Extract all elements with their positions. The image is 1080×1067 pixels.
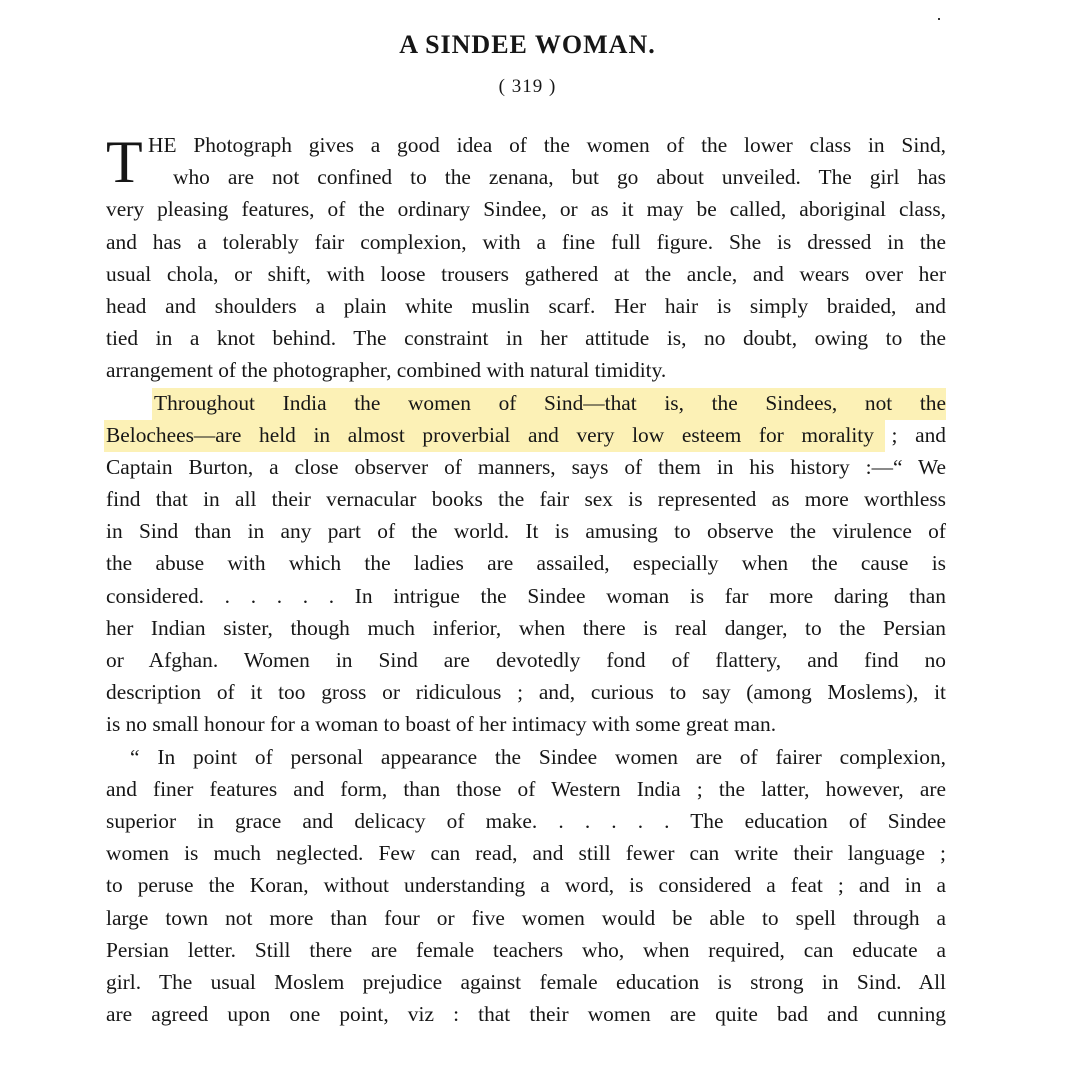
text-line: women is much neglected. Few can read, and still fewer can write their language ; [106, 841, 946, 866]
text-line: and has a tolerably fair complexion, with a fine full figure. She is dressed in the [106, 229, 946, 254]
drop-cap: T [106, 129, 143, 195]
text-line: description of it too gross or ridiculous ; and, curious to say (among Moslems), it [106, 680, 946, 705]
text-line: is no small honour for a woman to boast of her intimacy with some great man. [106, 712, 777, 737]
text-line: to peruse the Koran, without understanding a word, is considered a feat ; and in a [106, 873, 946, 898]
text-line: find that in all their vernacular books the fair sex is represented as more worthless [106, 487, 946, 512]
text-line: HE Photograph gives a good idea of the women of the lower class in Sind, [148, 133, 946, 157]
text-line: Persian letter. Still there are female teachers who, when required, can educate a [106, 937, 946, 962]
text-line: arrangement of the photographer, combined with natural timidity. [106, 358, 667, 383]
highlighted-text-line: Throughout India the women of Sind—that is, the Sindees, not the [154, 390, 946, 415]
text-line: and finer features and form, than those of Western India ; the latter, however, are [106, 776, 946, 801]
page-number: ( 319 ) [498, 76, 557, 97]
text-line: usual chola, or shift, with loose trousers gathered at the ancle, and wears over her [106, 261, 946, 286]
text-line: “ In point of personal appearance the Sindee women are of fairer complexion, [130, 744, 946, 769]
text-line: considered. . . . . . In intrigue the Sindee woman is far more daring than [106, 583, 946, 608]
text-line: who are not confined to the zenana, but go about unveiled. The girl has [173, 165, 946, 190]
text-line: the abuse with which the ladies are assailed, especially when the cause is [106, 551, 946, 576]
page-title: A SINDEE WOMAN. [399, 30, 656, 59]
page-speck [938, 18, 940, 20]
text-line: large town not more than four or five women would be able to spell through a [106, 905, 946, 930]
text-line: Captain Burton, a close observer of manners, says of them in his history :—“ We [106, 454, 946, 479]
text-line: are agreed upon one point, viz : that their women are quite bad and cunning [106, 1002, 946, 1027]
text-line: tied in a knot behind. The constraint in her attitude is, no doubt, owing to the [106, 326, 946, 351]
text-line: her Indian sister, though much inferior, when there is real danger, to the Persian [106, 615, 946, 640]
text-line: head and shoulders a plain white muslin scarf. Her hair is simply braided, and [106, 293, 946, 318]
text-line: in Sind than in any part of the world. It is amusing to observe the virulence of [106, 519, 946, 544]
text-line: superior in grace and delicacy of make. . . . . . The education of Sindee [106, 808, 946, 833]
highlighted-text-line: Belochees—are held in almost proverbial and very low esteem for morality ; and [106, 422, 946, 447]
text-line: or Afghan. Women in Sind are devotedly fond of flattery, and find no [106, 648, 946, 672]
text-line: very pleasing features, of the ordinary Sindee, or as it may be called, aboriginal class, [106, 197, 946, 222]
text-line: girl. The usual Moslem prejudice against female education is strong in Sind. All [106, 969, 946, 994]
body-text [106, 129, 946, 1030]
